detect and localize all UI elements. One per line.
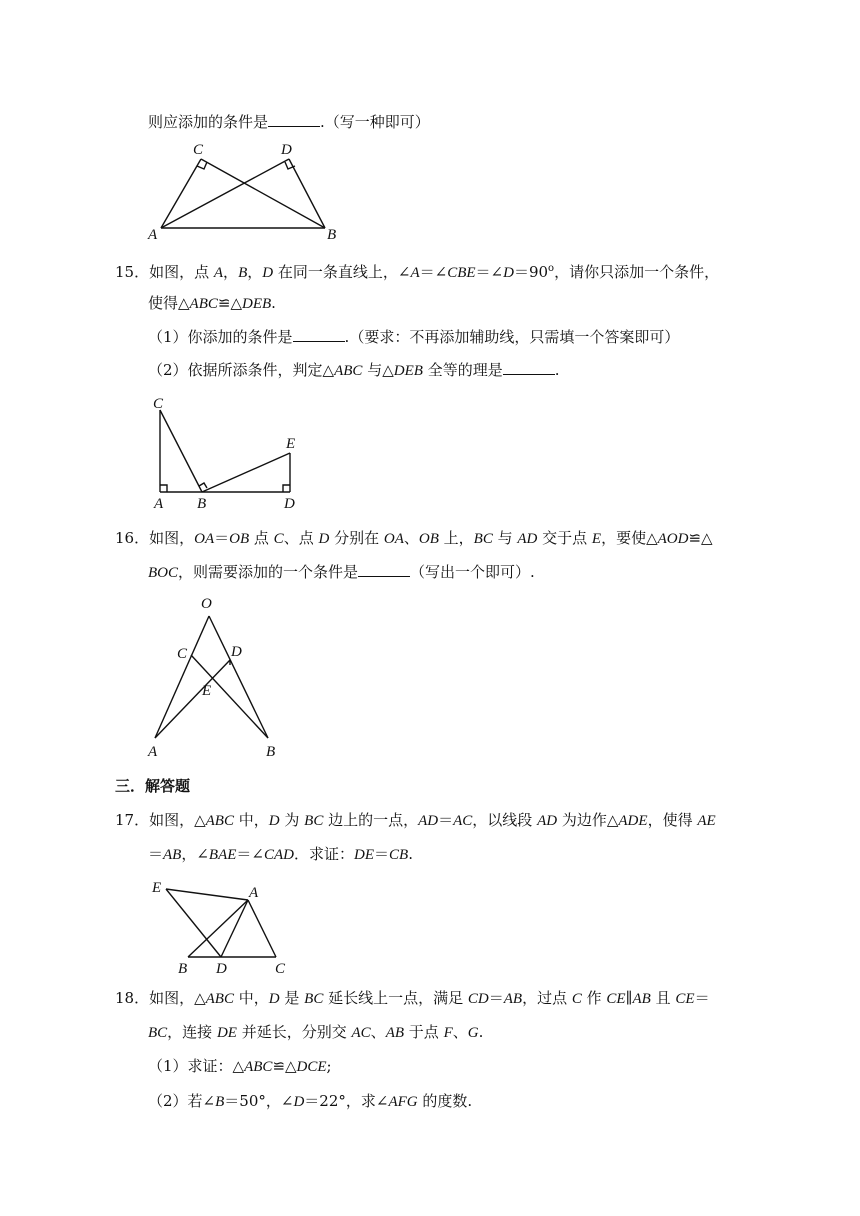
q17-line2: ＝AB，∠BAE＝∠CAD．求证：DE＝CB. bbox=[148, 845, 413, 863]
label-D: D bbox=[284, 496, 295, 512]
answer-blank[interactable] bbox=[268, 112, 320, 127]
label-A: A bbox=[148, 744, 158, 760]
q15-part2: （2）依据所添条件，判定△ABC 与△DEB 全等的理是 . bbox=[148, 361, 560, 379]
label-C: C bbox=[193, 142, 204, 158]
label-D: D bbox=[231, 644, 242, 660]
label-C: C bbox=[177, 646, 188, 662]
section-heading: 三．解答题 bbox=[115, 777, 191, 795]
figure-q16 bbox=[145, 592, 295, 762]
label-B: B bbox=[197, 496, 207, 512]
label-E: E bbox=[286, 436, 296, 452]
q18-line2: BC，连接 DE 并延长，分别交 AC、AB 于点 F、G. bbox=[148, 1023, 484, 1041]
q14-tail-line: 则应添加的条件是 .（写一种即可） bbox=[148, 113, 430, 131]
label-B: B bbox=[266, 744, 276, 760]
label-A: A bbox=[154, 496, 164, 512]
q18-part2: （2）若∠B＝50°，∠D＝22°，求∠AFG 的度数. bbox=[148, 1092, 473, 1110]
q18-part1: （1）求证：△ABC≌△DCE; bbox=[148, 1057, 332, 1075]
q15-line2: 使得△ABC≌△DEB. bbox=[148, 294, 276, 312]
label-C: C bbox=[153, 396, 164, 412]
label-E: E bbox=[202, 683, 212, 699]
q15-line1: 15．如图，点 A，B，D 在同一条直线上，$\angle A=\angle CBE=\angle D=90^o$，请你只添加一个条件， bbox=[115, 263, 720, 281]
label-E: E bbox=[152, 880, 162, 896]
label-A: A bbox=[249, 885, 259, 901]
answer-blank[interactable] bbox=[293, 327, 345, 342]
answer-blank[interactable] bbox=[358, 562, 410, 577]
q18-line1: 18．如图，△ABC 中，D 是 BC 延长线上一点，满足 CD＝AB，过点 C 作 CE∥AB 且 CE＝ bbox=[115, 989, 710, 1007]
answer-blank[interactable] bbox=[503, 360, 555, 375]
q16-line1: 16．如图，OA＝OB 点 C、点 D 分别在 OA、OB 上，BC 与 AD 交于点 E，要使△AOD≌△ bbox=[115, 529, 713, 547]
label-O: O bbox=[201, 596, 212, 612]
label-B: B bbox=[178, 961, 188, 977]
figure-q14 bbox=[145, 140, 345, 243]
q17-line1: 17．如图，△ABC 中，D 为 BC 边上的一点，AD＝AC，以线段 AD 为边作△ADE，使得 AE bbox=[115, 811, 716, 829]
label-C: C bbox=[275, 961, 286, 977]
label-D: D bbox=[281, 142, 292, 158]
q16-line2: BOC，则需要添加的一个条件是 （写出一个即可）. bbox=[148, 563, 535, 581]
figure-q15 bbox=[148, 396, 318, 511]
figure-q17 bbox=[148, 876, 308, 976]
label-A: A bbox=[148, 227, 158, 243]
label-B: B bbox=[327, 227, 337, 243]
q15-part1: （1）你添加的条件是 .（要求：不再添加辅助线，只需填一个答案即可） bbox=[148, 328, 680, 346]
label-D: D bbox=[216, 961, 227, 977]
